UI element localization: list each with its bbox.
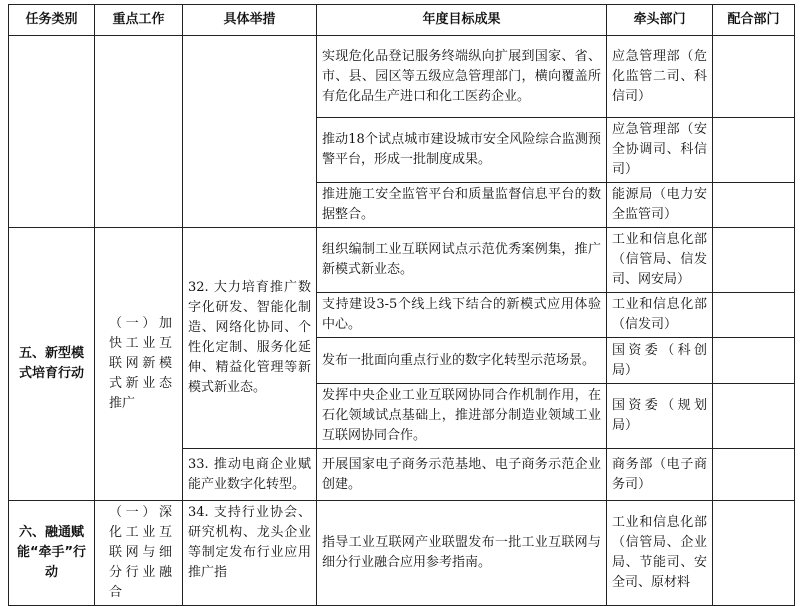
measure-cell: 32. 大力培育推广数字化研发、智能化制造、网络化协同、个性化定制、服务化延伸、精益化管理等新模式新业态。	[183, 228, 317, 449]
header-cooperating-department: 配合部门	[713, 5, 795, 36]
header-measures: 具体举措	[183, 5, 317, 36]
lead-dept-cell: 工业和信息化部（信管局、企业局、节能司、安全司、原材料	[607, 501, 713, 606]
category-cell: 五、新型模式培育行动	[9, 228, 95, 501]
goal-cell: 指导工业互联网产业联盟发布一批工业互联网与细分行业融合应用参考指南。	[317, 501, 607, 606]
coop-dept-cell	[713, 36, 795, 118]
work-cell: （一）加快工业互联网新模式新业态推广	[95, 228, 183, 501]
goal-cell: 推动18个试点城市建设城市安全风险综合监测预警平台，形成一批制度成果。	[317, 118, 607, 183]
coop-dept-cell	[713, 384, 795, 449]
coop-dept-cell	[713, 228, 795, 293]
goal-cell: 组织编制工业互联网试点示范优秀案例集，推广新模式新业态。	[317, 228, 607, 293]
lead-dept-cell: 国资委（科创局）	[607, 338, 713, 384]
lead-dept-cell: 国资委（规划局）	[607, 384, 713, 449]
lead-dept-cell: 应急管理部（危化监管二司、科信司）	[607, 36, 713, 118]
coop-dept-cell	[713, 338, 795, 384]
goal-cell: 发挥中央企业工业互联网协同合作机制作用，在石化领域试点基础上，推进部分制造业领域工业互联网协同合作。	[317, 384, 607, 449]
coop-dept-cell	[713, 293, 795, 338]
coop-dept-cell	[713, 118, 795, 183]
goal-cell: 支持建设3-5个线上线下结合的新模式应用体验中心。	[317, 293, 607, 338]
header-task-category: 任务类别	[9, 5, 95, 36]
task-table-page	[8, 4, 794, 606]
category-cell-empty	[9, 36, 95, 228]
measure-cell: 34. 支持行业协会、研究机构、龙头企业等制定发布行业应用推广指	[183, 501, 317, 606]
goal-cell: 发布一批面向重点行业的数字化转型示范场景。	[317, 338, 607, 384]
table-row	[9, 36, 795, 118]
measure-cell-empty	[183, 36, 317, 228]
lead-dept-cell: 工业和信息化部（信发司）	[607, 293, 713, 338]
header-key-work: 重点工作	[95, 5, 183, 36]
coop-dept-cell	[713, 183, 795, 228]
table-row	[9, 228, 795, 293]
header-row	[9, 5, 795, 36]
lead-dept-cell: 商务部（电子商务司）	[607, 449, 713, 501]
table-row	[9, 501, 795, 606]
category-cell: 六、融通赋能“牵手”行动	[9, 501, 95, 606]
coop-dept-cell	[713, 501, 795, 606]
header-annual-goals: 年度目标成果	[317, 5, 607, 36]
work-cell-empty	[95, 36, 183, 228]
goal-cell: 实现危化品登记服务终端纵向扩展到国家、省、市、县、园区等五级应急管理部门，横向覆盖所有危化品生产进口和化工医药企业。	[317, 36, 607, 118]
goal-cell: 推进施工安全监管平台和质量监督信息平台的数据整合。	[317, 183, 607, 228]
lead-dept-cell: 能源局（电力安全监管司）	[607, 183, 713, 228]
lead-dept-cell: 应急管理部（安全协调司、科信司）	[607, 118, 713, 183]
goal-cell: 开展国家电子商务示范基地、电子商务示范企业创建。	[317, 449, 607, 501]
lead-dept-cell: 工业和信息化部（信管局、信发司、网安局）	[607, 228, 713, 293]
measure-cell: 33. 推动电商企业赋能产业数字化转型。	[183, 449, 317, 501]
coop-dept-cell	[713, 449, 795, 501]
work-cell: （一）深化工业互联网与细分行业融合	[95, 501, 183, 606]
task-table	[8, 4, 795, 606]
header-lead-department: 牵头部门	[607, 5, 713, 36]
